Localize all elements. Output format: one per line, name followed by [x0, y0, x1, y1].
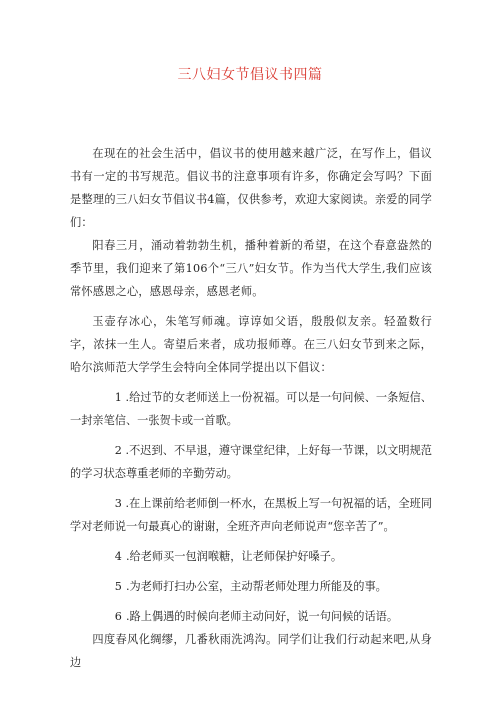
list-item-number: 4 — [114, 550, 122, 563]
list-item-number: 6 — [114, 610, 122, 623]
document-body — [70, 142, 432, 674]
list-item-text: .为老师打扫办公室，主动帮老师处理力所能及的事。 — [125, 580, 387, 593]
page-title: 三八妇女节倡议书四篇 — [177, 67, 323, 83]
body-paragraph: 玉壶存冰心，朱笔写师魂。谆谆如父语，殷殷似友亲。轻盈数行字，浓抹一生人。寄望后来者，成功报师尊。在三八妇女节到来之际，哈尔滨师范大学学生会特向全体同学提出以下倡议： — [70, 315, 432, 374]
list-item — [70, 386, 432, 432]
list-item-text: .给过节的女老师送上一份祝福。可以是一句问候、一条短信、一封亲笔信、一张贺卡或一首歌。 — [70, 391, 432, 427]
list-item — [70, 492, 432, 538]
closing-paragraph: 四度春风化绸缪，几番秋雨洗鸿沟。同学们让我们行动起来吧,从身边 — [70, 633, 432, 669]
list-item-text: .不迟到、不早退，遵守课堂纪律，上好每一节课，以文明规范的学习状态尊重老师的辛勤劳动。 — [70, 444, 432, 480]
intro-paragraph: 在现在的社会生活中，倡议书的使用越来越广泛，在写作上，倡议书有一定的书写规范。倡议书的注意事项有许多，你确定会写吗？下面是整理的三八妇女节倡议书4篇，仅供参考，欢迎大家阅读。亲爱的同学们： — [70, 147, 432, 229]
list-item — [70, 605, 432, 628]
list-item-number: 5 — [114, 580, 122, 593]
list-item-text: .在上课前给老师倒一杯水，在黑板上写一句祝福的话，全班同学对老师说一句最真心的谢谢，全班齐声向老师说声“您辛苦了”。 — [70, 497, 432, 533]
body-paragraph: 阳春三月，涌动着勃勃生机，播种着新的希望，在这个春意盎然的季节里，我们迎来了第106个“三八”妇女节。作为当代大学生,我们应该常怀感恩之心，感恩母亲，感恩老师。 — [70, 239, 432, 298]
list-item-number: 2 — [114, 444, 122, 457]
list-item-number: 1 — [114, 391, 122, 404]
list-item-number: 3 — [114, 497, 122, 510]
list-item — [70, 575, 432, 598]
list-item-text: .给老师买一包润喉糖，让老师保护好嗓子。 — [125, 550, 343, 563]
list-item — [70, 545, 432, 568]
list-item — [70, 439, 432, 485]
list-item-text: .路上偶遇的时候向老师主动问好，说一句问候的话语。 — [125, 610, 399, 623]
